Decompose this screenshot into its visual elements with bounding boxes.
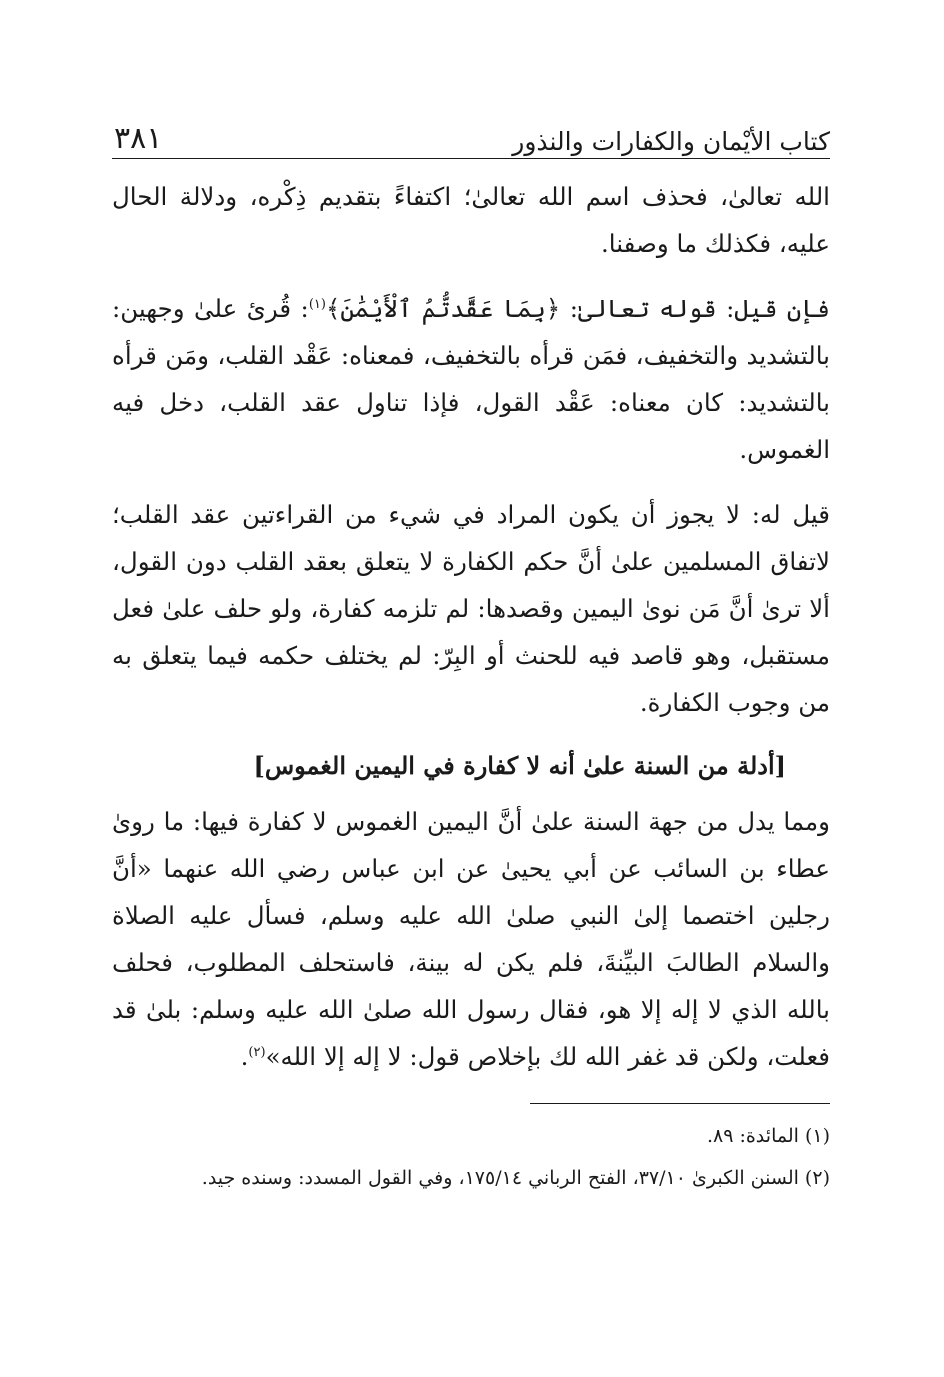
footnotes [112, 1118, 830, 1202]
paragraph-quran-reading [112, 285, 830, 473]
hadith-text: ومما يدل من جهة السنة علىٰ أنَّ اليمين الغموس لا كفارة فيها: ما روىٰ عطاء بن السائب عن أبي يحيىٰ عن ابن عباس رضي الله عنهما «أنَّ رجلين اختصما إلىٰ النبي صلىٰ الله عليه وسلم، فسأل عليه الصلاة والسلام الطالبَ البيِّنةَ، فلم يكن له بينة، فاستحلف المطلوب، فحلف بالله الذي لا إله إلا هو، فقال رسول الله صلىٰ الله عليه وسلم: بلىٰ قد فعلت، ولكن قد غفر الله لك بإخلاص قول: لا إله إلا الله» [112, 807, 830, 1071]
footnote: (١) المائدة: ٨٩. [706, 1125, 830, 1147]
footnote-marker: (١) [308, 296, 326, 312]
main-text [112, 173, 830, 1080]
book-title: كتاب الأيْمان والكفارات والنذور [512, 127, 830, 156]
paragraph-hadith [112, 798, 830, 1080]
paragraph-opening: فإن قيل: قوله تعالىٰ: ﴿بِمَا عَقَّدتُّمُ ٱلْأَيْمَٰنَ﴾ [325, 294, 830, 323]
page-number: ٣٨١ [114, 121, 163, 156]
paragraph-continuation-2: بالتشديد: كان معناه: عَقْد القول، فإذا تناول عقد القلب، دخل فيه الغموس. [112, 388, 830, 464]
paragraph: الله تعالىٰ، فحذف اسم الله تعالىٰ؛ اكتفاءً بتقديم ذِكْره، ودلالة الحال عليه، فكذلك ما وصفنا. [112, 182, 830, 258]
paragraph: قيل له: لا يجوز أن يكون المراد في شيء من القراءتين عقد القلب؛ لاتفاق المسلمين علىٰ أنَّ حكم الكفارة لا يتعلق بعقد القلب دون القول، ألا ترىٰ أنَّ مَن نوىٰ اليمين وقصدها: لم تلزمه كفارة، ولو حلف علىٰ فعل مستقبل، وهو قاصد فيه للحنث أو البِرّ: لم يختلف حكمه فيما يتعلق به من وجوب الكفارة. [112, 500, 830, 717]
footnote-marker: (٢) [248, 1044, 266, 1060]
page-body [112, 108, 830, 1098]
sentence-end: . [240, 1042, 249, 1071]
footnote-separator [530, 1103, 830, 1104]
footnote: (٢) السنن الكبرىٰ ٣٧/١٠، الفتح الرباني ١٧٥/١٤، وفي القول المسدد: وسنده جيد. [201, 1167, 830, 1189]
paragraph-continuation: : قُرئ علىٰ وجهين: بالتشديد والتخفيف، فمَن قرأه بالتخفيف، فمعناه: عَقْد القلب، ومَن قرأه [112, 294, 830, 370]
section-heading: [أدلة من السنة علىٰ أنه لا كفارة في اليمين الغموس] [253, 751, 786, 780]
running-header [112, 108, 830, 159]
